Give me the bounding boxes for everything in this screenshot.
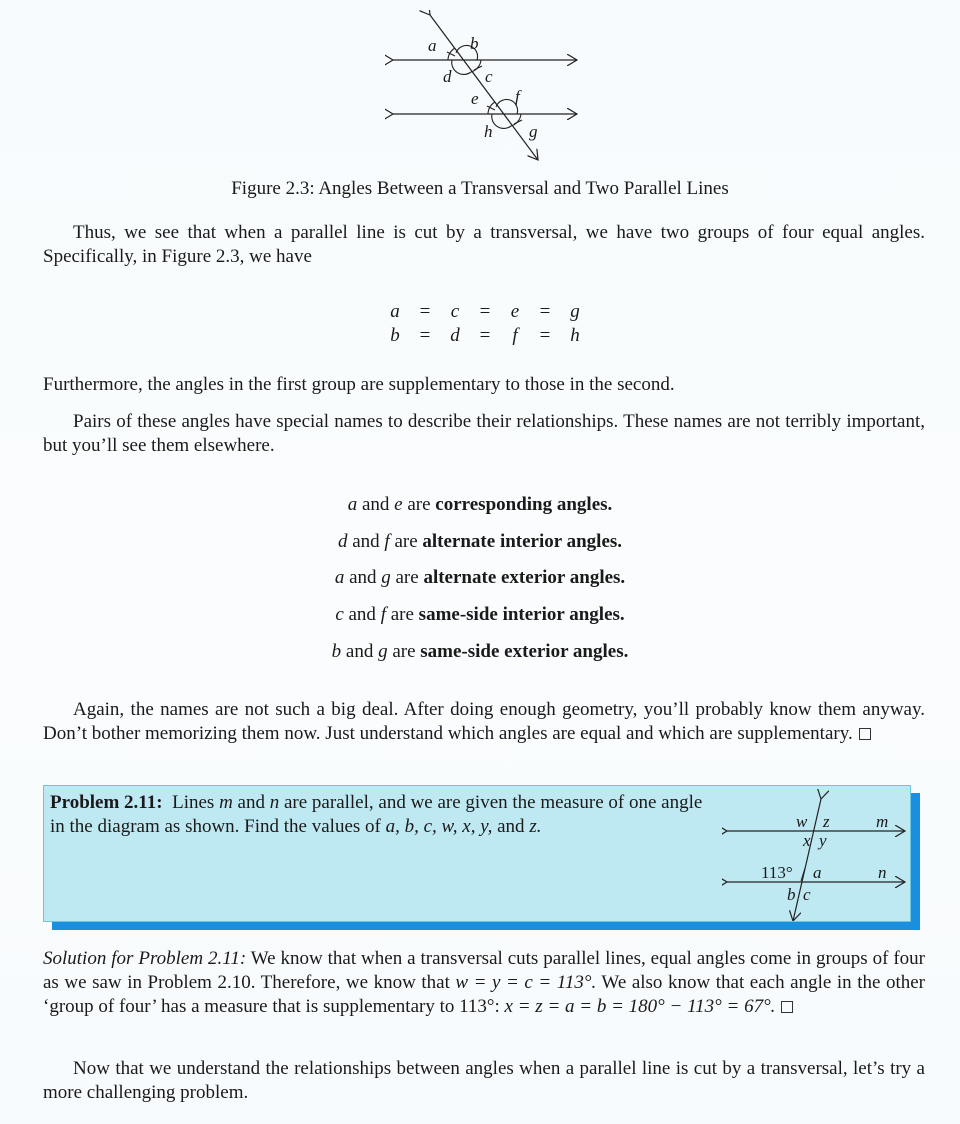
eq-term: d <box>450 325 460 346</box>
eq-term: f <box>512 325 518 346</box>
word: are <box>394 530 418 552</box>
angle-label-a: a <box>428 36 437 55</box>
paragraph-special-names <box>43 410 925 458</box>
transversal-diagram <box>385 10 595 170</box>
word: and <box>348 604 376 626</box>
word: and <box>349 567 377 589</box>
word: are <box>390 604 414 626</box>
paragraph-supplementary: Furthermore, the angles in the first group are supplementary to those in the second. <box>43 374 675 395</box>
angle-name-item <box>0 602 960 639</box>
solution-equation-1: w = y = c = 113°. <box>455 972 597 993</box>
var: m <box>219 792 233 813</box>
angle-term: alternate exterior angles. <box>423 567 626 589</box>
solution-heading: Solution for Problem 2.11: <box>43 948 247 969</box>
angle-name-item <box>0 639 960 676</box>
angle-names-list <box>0 492 960 675</box>
angle-label-g: g <box>529 122 538 141</box>
line-label-n: n <box>878 863 887 882</box>
angle-label-x: x <box>803 831 811 850</box>
problem-text: Lines <box>172 792 215 813</box>
var: a <box>334 567 345 589</box>
angle-name-item <box>0 529 960 566</box>
paragraph-next-problem-text: Now that we understand the relationships between angles when a parallel line is cut by a transversal, let’s try a more challenging problem. <box>43 1058 925 1103</box>
angle-label-h: h <box>484 122 493 141</box>
eq-term: h <box>570 325 580 346</box>
eq-sign: = <box>539 301 551 322</box>
angle-label-y: y <box>819 831 827 850</box>
word: and <box>345 640 374 662</box>
paragraph-intro <box>43 221 925 269</box>
eq-sign: = <box>539 325 551 346</box>
problem-text: are parallel, and we are given the measure of one angle in the diagram as shown. Find the values of <box>50 792 703 837</box>
angle-term: same-side exterior angles. <box>420 640 629 662</box>
eq-sign: = <box>479 325 491 346</box>
angle-label-c: c <box>803 885 811 904</box>
angle-label-w: w <box>796 812 808 831</box>
problem-heading: Problem 2.11: <box>50 792 163 813</box>
word: and <box>352 530 380 552</box>
var: a <box>347 494 358 515</box>
var: c <box>335 604 344 626</box>
given-angle-label: 113° <box>761 863 793 882</box>
solution <box>43 947 925 1019</box>
line-label-m: m <box>876 812 889 831</box>
problem-box <box>43 785 911 922</box>
problem-text: and <box>497 816 525 837</box>
angle-label-z: z <box>823 812 830 831</box>
var: g <box>378 640 388 662</box>
paragraph-intro-text: Thus, we see that when a parallel line is cut by a transversal, we have two groups of four equal angles. Specifically, in Figure 2.3, we have <box>43 222 925 267</box>
angle-term: same-side interior angles. <box>418 604 625 626</box>
var: b <box>331 640 342 662</box>
eq-sign: = <box>419 325 431 346</box>
paragraph-names-not-important <box>43 698 925 746</box>
problem-text: and <box>237 792 265 813</box>
solution-text: We know that when a transversal cuts parallel lines, equal angles come in groups of four as we saw in Problem 2.10. Therefore, we know that <box>43 948 925 993</box>
eq-term: c <box>450 301 460 322</box>
var-list: a, b, c, w, x, y, <box>385 816 493 837</box>
eq-term: a <box>390 301 400 322</box>
eq-term: g <box>570 301 580 322</box>
problem-statement <box>50 791 715 839</box>
word: are <box>392 640 416 662</box>
angle-name-item <box>0 492 960 529</box>
angle-label-a: a <box>813 863 822 882</box>
angle-equalities <box>380 300 590 348</box>
figure-caption: Figure 2.3: Angles Between a Transversal and Two Parallel Lines <box>231 178 729 199</box>
word: are <box>407 494 431 515</box>
angle-label-d: d <box>443 67 452 86</box>
angle-label-e: e <box>471 89 479 108</box>
eq-sign: = <box>419 301 431 322</box>
solution-equation-2: x = z = a = b = 180° − 113° = 67°. <box>504 996 776 1017</box>
eq-term: b <box>390 325 400 346</box>
angle-label-f: f <box>515 87 520 106</box>
angle-label-b: b <box>470 34 479 53</box>
solution-text: We also know that each angle in the other ‘group of four’ has a measure that is supplementary to 113°: <box>43 972 925 1017</box>
var: n <box>269 792 280 813</box>
angle-label-c: c <box>485 67 493 86</box>
equality-row-1 <box>380 300 590 324</box>
paragraph-next-problem <box>43 1057 925 1105</box>
qed-box-icon <box>781 1001 793 1013</box>
equality-row-2 <box>380 324 590 348</box>
word: and <box>361 494 390 515</box>
eq-term: e <box>510 301 520 322</box>
paragraph-names-text: Again, the names are not such a big deal. After doing enough geometry, you’ll probably know them anyway. Don’t bother memorizing them now. Just understand which angles are equal and which are supplementary. <box>43 699 925 744</box>
angle-term: alternate interior angles. <box>422 530 623 552</box>
angle-name-item <box>0 565 960 602</box>
var: f <box>384 530 390 552</box>
qed-box-icon <box>859 728 871 740</box>
angle-term: corresponding angles. <box>435 494 613 515</box>
figure-2-3-diagram <box>385 10 595 170</box>
var: g <box>381 567 391 589</box>
problem-diagram <box>722 789 912 921</box>
var: z. <box>529 816 542 837</box>
var: d <box>337 530 348 552</box>
angle-label-b: b <box>787 885 796 904</box>
eq-sign: = <box>479 301 491 322</box>
word: are <box>395 567 419 589</box>
parallel-lines-diagram <box>722 789 912 921</box>
paragraph-special-names-text: Pairs of these angles have special names to describe their relationships. These names are not terribly important, but you’ll see them elsewhere. <box>43 411 925 456</box>
var: f <box>380 604 386 626</box>
var: e <box>394 494 403 515</box>
